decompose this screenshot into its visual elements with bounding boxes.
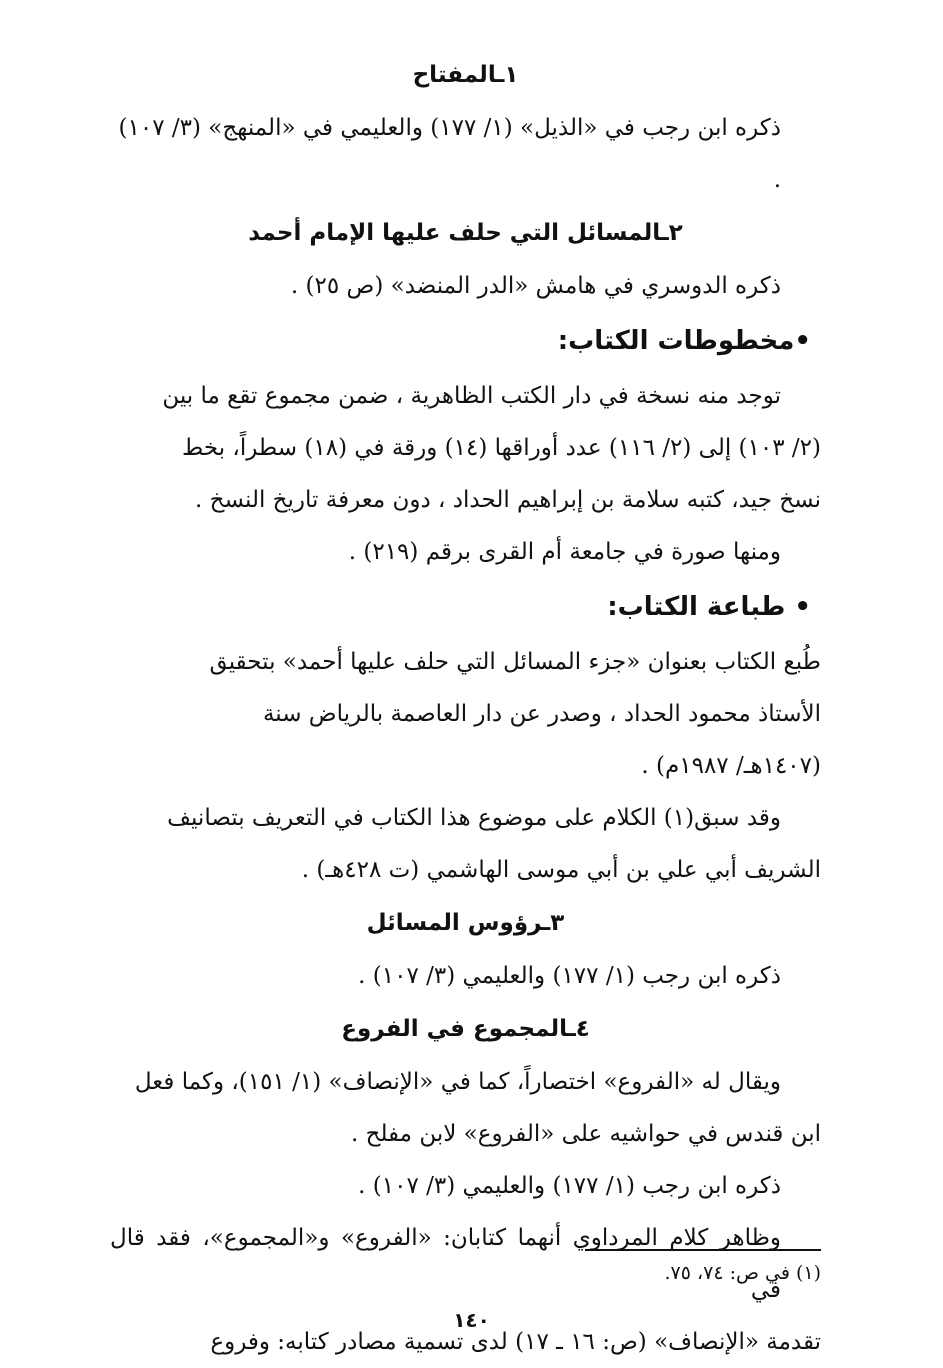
paragraph: ذكره الدوسري في هامش «الدر المنضد» (ص ٢٥) .: [290, 273, 781, 299]
page-number: ١٤٠: [453, 1308, 490, 1332]
text-line: ويقال له «الفروع» اختصاراً، كما في «الإنصاف» (١/ ١٥١)، وكما فعل: [134, 1069, 781, 1095]
text-line: طُبع الكتاب بعنوان «جزء المسائل التي حلف عليها أحمد» بتحقيق: [209, 649, 821, 675]
paragraph: ذكره ابن رجب في «الذيل» (١/ ١٧٧) والعليمي في «المنهج» (٣/ ١٠٧) .: [118, 115, 781, 193]
paragraph: ذكره ابن رجب (١/ ١٧٧) والعليمي (٣/ ١٠٧) .: [358, 963, 781, 989]
section-heading-manuscripts: •مخطوطات الكتاب:: [557, 326, 811, 356]
text-line: نسخ جيد، كتبه سلامة بن إبراهيم الحداد ، دون معرفة تاريخ النسخ .: [195, 487, 821, 513]
section-heading-printing: • طباعة الكتاب:: [607, 592, 811, 622]
text-line: توجد منه نسخة في دار الكتب الظاهرية ، ضمن مجموع تقع ما بين: [162, 383, 781, 409]
footnote-divider: [585, 1249, 821, 1251]
page-body: [110, 48, 821, 1368]
heading-ruus: ٣ـرؤوس المسائل: [366, 910, 565, 936]
text-line: تقدمة «الإنصاف» (ص: ١٦ ـ ١٧) لدى تسمية مصادر كتابه: وفروع: [210, 1329, 821, 1355]
text-line: الشريف أبي علي بن أبي موسى الهاشمي (ت ٤٢٨هـ) .: [301, 857, 821, 883]
heading-masail: ٢ـالمسائل التي حلف عليها الإمام أحمد: [248, 220, 683, 246]
footnote: (١) في ص: ٧٤، ٧٥.: [664, 1262, 821, 1284]
paragraph: ومنها صورة في جامعة أم القرى برقم (٢١٩) .: [348, 539, 781, 565]
text-line: وظاهر كلام المرداوي أنهما كتابان: «الفروع» و«المجموع»، فقد قال في: [110, 1225, 781, 1303]
text-line: ابن قندس في حواشيه على «الفروع» لابن مفلح .: [350, 1121, 821, 1147]
text-line: (١٤٠٧هـ/ ١٩٨٧م) .: [641, 753, 821, 779]
text-line: الأستاذ محمود الحداد ، وصدر عن دار العاصمة بالرياض سنة: [262, 701, 821, 727]
heading-miftah: ١ـالمفتاح: [412, 62, 519, 88]
text-line: وقد سبق(١) الكلام على موضوع هذا الكتاب في التعريف بتصانيف: [167, 805, 781, 831]
paragraph: ذكره ابن رجب (١/ ١٧٧) والعليمي (٣/ ١٠٧) .: [358, 1173, 781, 1199]
text-line: (٢/ ١٠٣) إلى (٢/ ١١٦) عدد أوراقها (١٤) ورقة في (١٨) سطراً، بخط: [182, 435, 821, 461]
heading-majmu: ٤ـالمجموع في الفروع: [341, 1016, 590, 1042]
